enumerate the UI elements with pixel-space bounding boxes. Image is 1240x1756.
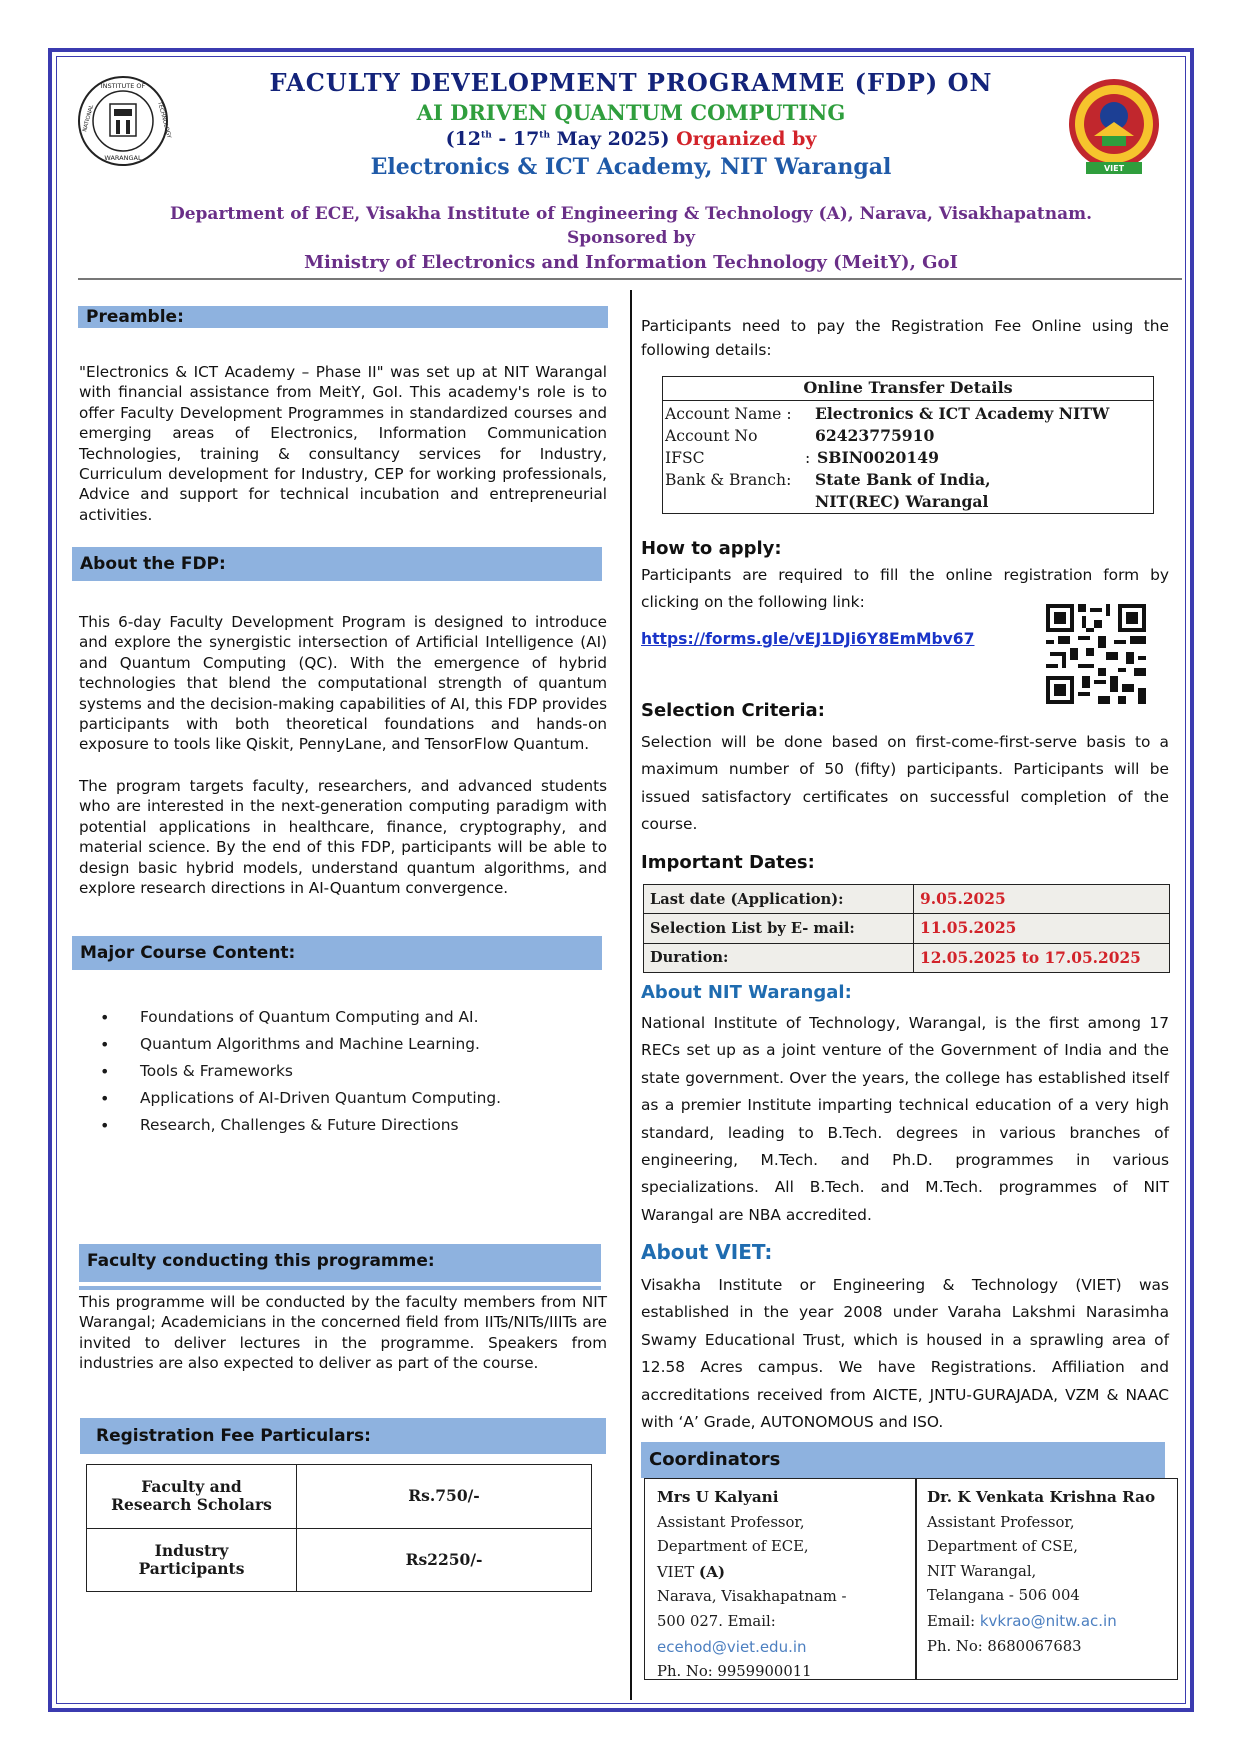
online-transfer-details	[662, 376, 1154, 514]
viet-logo-banner-text: VIET	[1103, 164, 1125, 173]
coordinator-line: NIT Warangal,	[927, 1562, 1037, 1580]
bank-line-1: State Bank of India,	[815, 470, 991, 489]
account-no-row	[665, 425, 1151, 447]
coordinators-box	[644, 1478, 1178, 1680]
coordinator-line: Department of ECE,	[657, 1538, 809, 1556]
date-label: Duration:	[644, 943, 914, 972]
registration-fee-heading: Registration Fee Particulars:	[80, 1418, 606, 1454]
coordinator-right	[915, 1479, 1177, 1679]
about-viet-heading: About VIET:	[641, 1240, 773, 1264]
table-row	[87, 1528, 592, 1592]
fee-amount: Rs.750/-	[297, 1465, 592, 1529]
preamble-heading: Preamble:	[78, 306, 608, 328]
important-dates-table	[643, 884, 1170, 973]
date-sup-2: th	[539, 130, 550, 141]
about-viet-text: Visakha Institute or Engineering & Technology (VIET) was established in the year 2008 under Varaha Lakshmi Narasimha Swamy Educational Trust, which is housed in a sprawling area of 12.58 Acres campus. We have Registrations. Affiliation and accreditations received from AICTE, JNTU-GURAJADA, VZM & NAAC with ‘A’ Grade, AUTONOMOUS and ISO.	[641, 1276, 1169, 1432]
important-dates-heading: Important Dates:	[641, 852, 815, 873]
payment-intro: Participants need to pay the Registration Fee Online using the following details:	[641, 317, 1169, 359]
ifsc-label: IFSC	[665, 449, 705, 467]
qr-code-icon	[1046, 604, 1146, 704]
fee-category-line-2: Participants	[138, 1558, 245, 1578]
coordinator-line: Assistant Professor,	[657, 1513, 805, 1531]
date-sup-1: th	[481, 130, 492, 141]
registration-form-link[interactable]: https://forms.gle/vEJ1DJi6Y8EmMbv67	[641, 630, 975, 648]
account-no: 62423775910	[815, 426, 935, 445]
date-mid: - 17	[491, 128, 540, 150]
list-item: • Foundations of Quantum Computing and AI.	[100, 1004, 600, 1031]
page-title: FACULTY DEVELOPMENT PROGRAMME (FDP) ON	[269, 68, 993, 97]
account-name-row	[665, 403, 1151, 425]
about-fdp-text-2: The program targets faculty, researchers, and advanced students who are interested in the next-generation computing paradigm with potential applications in healthcare, finance, cryptography, and material science. By the end of this FDP, participants will be able to design basic hybrid models, understand quantum algorithms, and explore research directions in AI-Quantum convergence.	[79, 777, 607, 898]
programme-dates	[76, 128, 1186, 150]
column-divider	[630, 290, 632, 1700]
list-item: • Quantum Algorithms and Machine Learning.	[100, 1031, 600, 1058]
ifsc-row	[665, 447, 1151, 469]
faculty-heading: Faculty conducting this programme:	[79, 1244, 601, 1286]
organized-by-label: Organized by	[676, 128, 817, 150]
bank-row	[665, 469, 1151, 491]
account-no-label: Account No	[665, 427, 758, 445]
fee-category-line-1: Faculty and	[141, 1477, 242, 1497]
coordinator-line: 500 027. Email:	[657, 1612, 776, 1630]
about-fdp-heading: About the FDP:	[72, 547, 602, 581]
date-value: 9.05.2025	[914, 885, 1170, 914]
fee-category-line-2: Research Scholars	[111, 1495, 272, 1515]
fee-category-line-1: Industry	[154, 1540, 229, 1560]
logo-left-mid-text: NATIONAL	[82, 104, 96, 133]
account-name: Electronics & ICT Academy NITW	[815, 404, 1110, 423]
coordinators-heading: Coordinators	[641, 1442, 1165, 1478]
table-row	[644, 914, 1170, 943]
how-to-apply-text: Participants are required to fill the online registration form by clicking on the following link:	[641, 566, 1169, 612]
coordinator-line-bold: (A)	[698, 1562, 726, 1581]
coordinator-email[interactable]: ecehod@viet.edu.in	[657, 1637, 807, 1656]
date-label: Selection List by E- mail:	[644, 914, 914, 943]
ifsc-separator: :	[805, 449, 811, 467]
date-value: 11.05.2025	[914, 914, 1170, 943]
coordinator-email-label: Email:	[927, 1612, 980, 1630]
logo-left-bottom-text: WARANGAL	[104, 154, 142, 162]
faculty-text: This programme will be conducted by the faculty members from NIT Warangal; Academicians in the concerned field from IITs/NITs/IIITs are invited to deliver lectures in the programme. Speakers from industries are also expected to deliver as part of the course.	[79, 1293, 607, 1373]
coordinator-left	[645, 1479, 915, 1679]
ministry: Ministry of Electronics and Information Technology (MeitY), GoI	[304, 252, 958, 273]
coordinator-name: Dr. K Venkata Krishna Rao	[927, 1488, 1156, 1506]
coordinator-phone: Ph. No: 9959900011	[657, 1663, 812, 1681]
course-content-list	[100, 1004, 600, 1139]
logo-left-top-text: INSTITUTE OF	[100, 82, 146, 90]
coordinator-line: Narava, Visakhapatnam -	[657, 1588, 847, 1606]
bank-line-2: NIT(REC) Warangal	[815, 492, 989, 511]
about-nit-text: National Institute of Technology, Warangal, is the first among 17 RECs set up as a joint venture of the Government of India and the state government. Over the years, the college has established itself as a premier Institute imparting technical education of a very high standard, leading to B.Tech. degrees in various branches of engineering, M.Tech. and Ph.D. programmes in various specializations. All B.Tech. and M.Tech. programmes of NIT Warangal are NBA accredited.	[641, 1014, 1169, 1224]
coordinator-name: Mrs U Kalyani	[657, 1488, 779, 1506]
organizer: Electronics & ICT Academy, NIT Warangal	[370, 154, 892, 180]
coordinator-line: VIET	[657, 1563, 699, 1581]
how-to-apply-heading: How to apply:	[641, 538, 782, 559]
fee-category	[87, 1465, 297, 1529]
programme-subtitle: AI DRIVEN QUANTUM COMPUTING	[416, 100, 846, 125]
course-content-heading: Major Course Content:	[72, 936, 602, 970]
list-item: • Applications of AI-Driven Quantum Computing.	[100, 1085, 600, 1112]
ifsc-code: SBIN0020149	[817, 448, 939, 467]
bank-label: Bank & Branch:	[665, 471, 792, 489]
date-label: Last date (Application):	[644, 885, 914, 914]
about-fdp-text-1: This 6-day Faculty Development Program is designed to introduce and explore the synergistic intersection of Artificial Intelligence (AI) and Quantum Computing (QC). With the emergence of hybrid technologies that blend the computational strength of quantum systems and the decision-making capabilities of AI, this FDP provides participants with both theoretical foundations and hands-on exposure to tools like Qiskit, PennyLane, and TensorFlow Quantum.	[79, 613, 607, 754]
transfer-title: Online Transfer Details	[663, 377, 1153, 401]
header-divider	[78, 278, 1182, 280]
selection-criteria-heading: Selection Criteria:	[641, 700, 825, 721]
header	[76, 64, 1186, 282]
preamble-text: "Electronics & ICT Academy – Phase II" was set up at NIT Warangal with financial assistance from MeitY, GoI. This academy's role is to offer Faculty Development Programmes in standardized courses and emerging areas of Electronics, Information Communication Technologies, training & consultancy services for Industry, Curriculum development for Industry, CEP for working professionals, Advice and support for technical incubation and entrepreneurial activities.	[79, 363, 607, 524]
table-row	[644, 885, 1170, 914]
account-name-label: Account Name :	[665, 405, 792, 423]
coordinator-line: Assistant Professor,	[927, 1513, 1075, 1531]
sponsored-by-label: Sponsored by	[566, 228, 696, 248]
list-item: • Tools & Frameworks	[100, 1058, 600, 1085]
coordinator-line: Department of CSE,	[927, 1538, 1078, 1556]
registration-fee-table	[86, 1464, 592, 1592]
logo-left-right-text: TECHNOLOGY	[156, 100, 172, 140]
coordinator-phone: Ph. No: 8680067683	[927, 1637, 1082, 1655]
list-item: • Research, Challenges & Future Directions	[100, 1112, 600, 1139]
coordinator-email[interactable]: kvkrao@nitw.ac.in	[979, 1611, 1117, 1630]
date-open: (12	[445, 128, 482, 150]
fee-amount: Rs2250/-	[297, 1528, 592, 1592]
fee-category	[87, 1528, 297, 1592]
date-value: 12.05.2025 to 17.05.2025	[914, 943, 1170, 972]
selection-criteria-text: Selection will be done based on first-come-first-serve basis to a maximum number of 50 (fifty) participants. Participants will be issued satisfactory certificates on successful completion of the course.	[641, 733, 1169, 834]
department: Department of ECE, Visakha Institute of Engineering & Technology (A), Narava, Visakhapatnam.	[169, 204, 1093, 224]
branch-row	[665, 491, 1151, 513]
about-nit-heading: About NIT Warangal:	[641, 982, 852, 1003]
date-close: May 2025)	[550, 128, 670, 150]
table-row	[644, 943, 1170, 972]
coordinator-line: Telangana - 506 004	[927, 1587, 1080, 1605]
table-row	[87, 1465, 592, 1529]
